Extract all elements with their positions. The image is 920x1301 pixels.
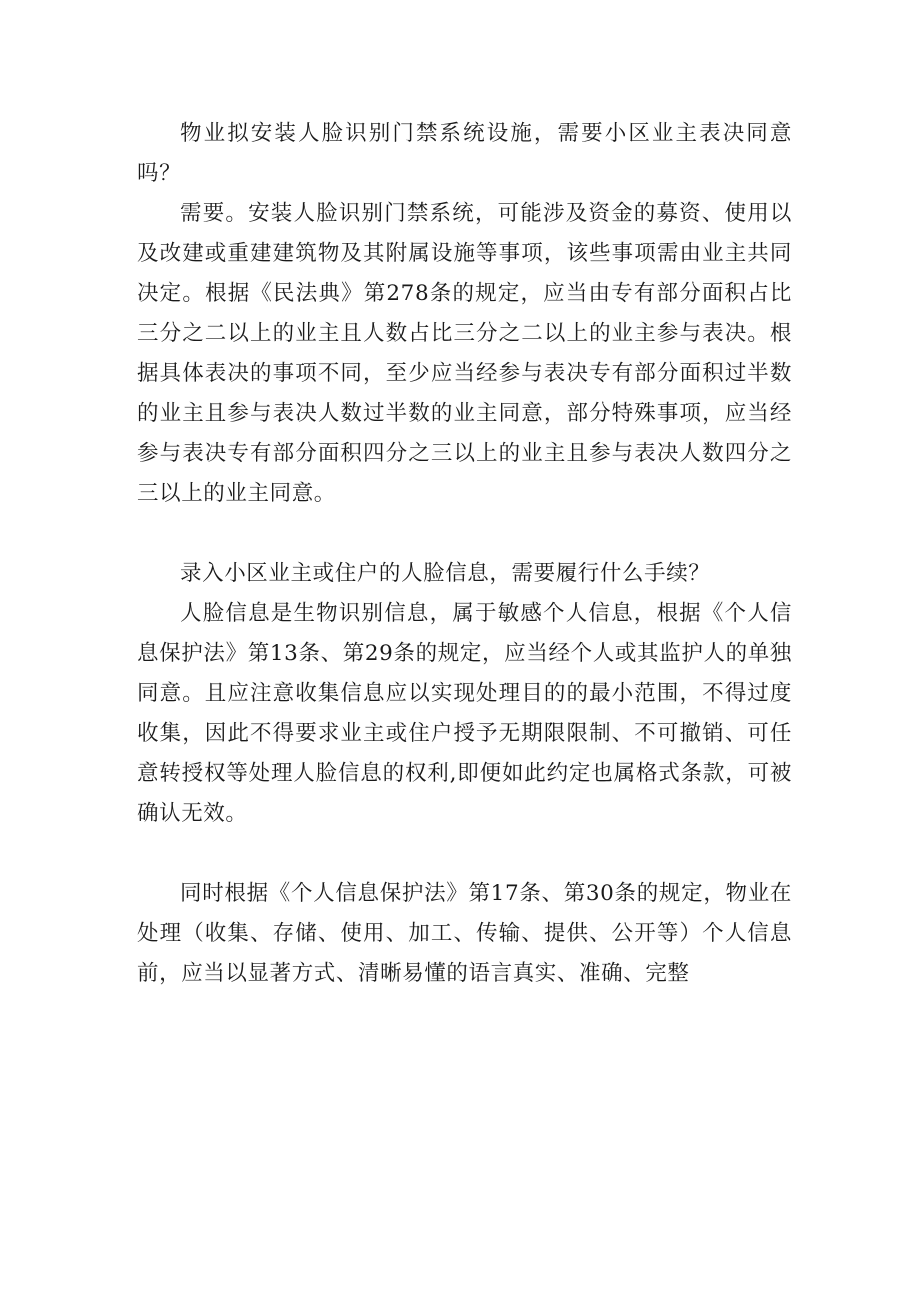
question-paragraph: 物业拟安装人脸识别门禁系统设施，需要小区业主表决同意吗？ <box>137 121 792 186</box>
paragraph-gap <box>137 834 792 874</box>
answer-paragraph: 人脸信息是生物识别信息，属于敏感个人信息，根据《个人信息保护法》第13条、第29条的规定，应当经个人或其监护人的单独同意。且应注意收集信息应以实现处理目的的最小范围，不得过度收集，因此不得要求业主或住户授予无期限限制、不可撤销、可任意转授权等处理人脸信息的权利,即便如此约定也属格式条款，可被确认无效。 <box>137 601 792 826</box>
answer-paragraph: 需要。安装人脸识别门禁系统，可能涉及资金的募资、使用以及改建或重建建筑物及其附属设施等事项，该些事项需由业主共同决定。根据《民法典》第278条的规定，应当由专有部分面积占比三分之二以上的业主且人数占比三分之二以上的业主参与表决。根据具体表决的事项不同，至少应当经参与表决专有部分面积过半数的业主且参与表决人数过半数的业主同意，部分特殊事项，应当经参与表决专有部分面积四分之三以上的业主且参与表决人数四分之三以上的业主同意。 <box>137 201 792 506</box>
body-paragraph: 同时根据《个人信息保护法》第17条、第30条的规定，物业在处理（收集、存储、使用、加工、传输、提供、公开等）个人信息前，应当以显著方式、清晰易懂的语言真实、准确、完整 <box>137 881 792 986</box>
document-body <box>137 114 792 994</box>
question-paragraph: 录入小区业主或住户的人脸信息，需要履行什么手续？ <box>180 561 711 586</box>
paragraph-gap <box>137 514 792 554</box>
